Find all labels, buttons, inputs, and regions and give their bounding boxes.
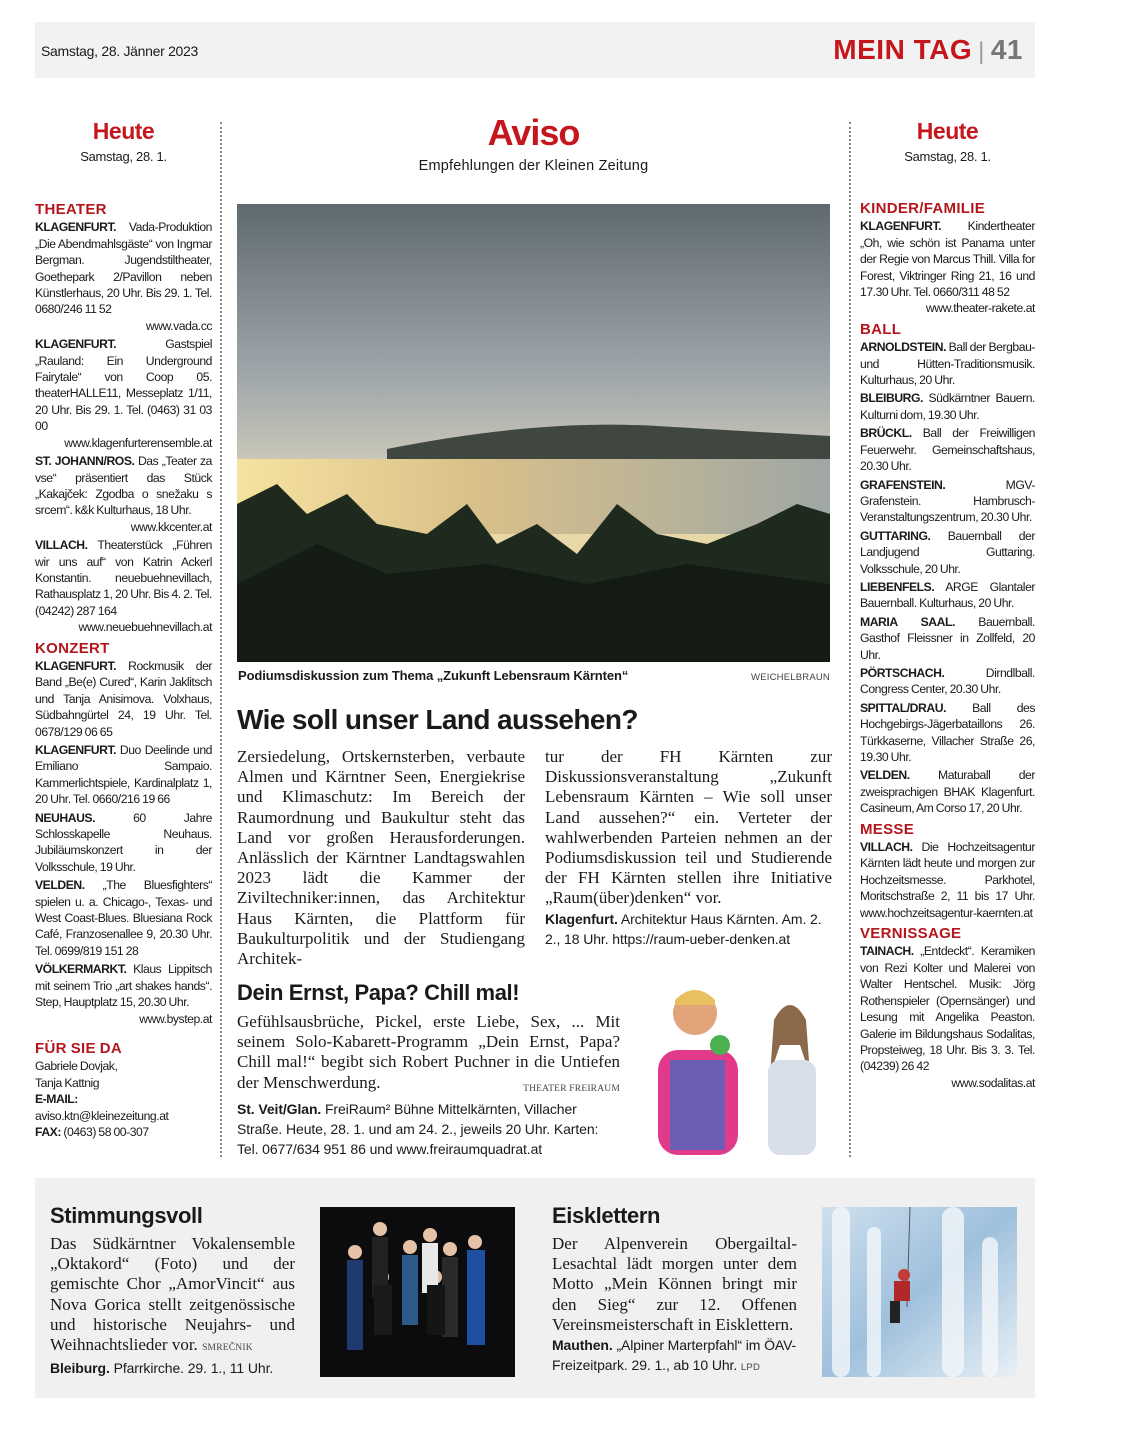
info-text: Pfarrkirche. 29. 1., 11 Uhr. [113,1360,274,1377]
listing-text: Duo Deelinde und Emiliano Sampaio. Kammerlichtspiele, Kardinalplatz 1, 20 Uhr. Tel. 0660/216 19 66 [35,743,213,807]
kabarett-text [237,1012,620,1159]
listing-place: BRÜCKL. [860,426,912,441]
listing-place: PÖRTSCHACH. [860,665,945,680]
performer-image [640,985,830,1155]
left-listings [35,202,212,1027]
listing-place: KLAGENFURT. [860,219,942,234]
listing-place: BLEIBURG. [860,391,923,406]
listing-place: NEUHAUS. [35,810,96,825]
listing-url[interactable]: www.sodalitas.at [951,1075,1035,1090]
teaser-body [50,1234,295,1358]
listing-entry [35,810,212,876]
page-header [35,22,1035,78]
listing-text: ARGE Glantaler Bauernball. Kulturhaus, 20 Uhr. [860,579,1035,611]
listing-url[interactable]: www.bystep.at [139,1011,212,1026]
listing-entry [860,528,1035,577]
info-text: Architektur Haus Kärnten. Am. 2. 2., 18 Uhr. https://raum-ueber-denken.at [545,910,822,947]
kabarett-body-text: Gefühlsausbrüche, Pickel, erste Liebe, Sex, ... Mit seinem Solo-Kabarett-Programm „Dein Ernst, Papa? Chill mal!“ begibt sich Robert Puchner in die Untiefen der Menschwerdung. [237,1012,620,1092]
listing-entry [860,700,1035,766]
listing-text: Gastspiel „Rauland: Ein Underground Fairytale“ von Coop 05. theaterHALLE11, Messeplatz 1/11, 20 Uhr. Bis 29. 1. Tel. (0463) 31 03 00 [35,337,212,434]
teaser-headline: Stimmungsvoll [50,1203,203,1228]
listing-entry [860,839,1035,921]
photo-credit: WEICHELBRAUN [751,672,830,683]
contact-title: FÜR SIE DA [35,1039,123,1057]
page-title: Aviso [487,112,580,153]
teaser-info [552,1335,797,1378]
listing-entry [860,943,1035,1091]
kabarett-headline: Dein Ernst, Papa? Chill mal! [237,980,520,1005]
listing-text: Dirndlball. Congress Center, 20.30 Uhr. [860,665,1035,697]
listing-place: LIEBENFELS. [860,579,935,594]
listing-text: Vada-Produktion „Die Abendmahlsgäste“ von Ingmar Bergman. Jugendstiltheater, Goethepark 2/Pavillon neben Künstlerhaus, 20 Uhr. Bis 29. 1. Tel. 0680/246 11 52 [35,220,212,317]
listing-text: Das „Teater za vse“ präsentiert das Stück „Kakajček: Zgodba o snežaku s srcem“. k&k Kulturhaus, 18 Uhr. [35,454,213,518]
page-number: 41 [990,34,1023,65]
fax-label: FAX: [35,1124,61,1139]
info-text: „Alpiner Marterpfahl“ im ÖAV-Freizeitpark. 29. 1., ab 10 Uhr. [552,1337,797,1374]
listing-entry [860,665,1035,698]
kabarett-body [237,1012,620,1093]
article-body-col2: tur der FH Kärnten zur Diskussionsveranstaltung „Zukunft Lebensraum Kärnten – Wie soll unser Land aussehen?“ ein. Verteter der wahlwerbenden Parteien nehmen an der Podiumsdiskussion teil und Studierende der FH Kärnten stellen ihre Initiative „Raum(über)denken“ vor. [545,747,832,908]
photo-caption: Podiumsdiskussion zum Thema „Zukunft Lebensraum Kärnten“ [238,668,629,683]
listing-entry [860,339,1035,388]
listing-text: Bauernball der Landjugend Guttaring. Volksschule, 20 Uhr. [860,528,1035,576]
listing-text: Theaterstück „Führen wir uns auf“ von Katrin Ackerl Konstantin. neuebuehnevillach, Rathausplatz 1, 20 Uhr. Bis 4. 2. Tel. (04242) 287 164 [35,538,212,618]
listing-text: Die Hochzeitsagentur Kärnten lädt heute und morgen zur Hochzeitsmesse. Parkhotel, Moritschstraße 2, 11 bis 17 Uhr. www.hochzeitsagentur-kaernten.at [860,840,1035,920]
listing-entry [35,877,212,959]
listing-entry [35,537,212,635]
teaser-info [50,1358,295,1378]
column-divider [849,122,851,1157]
listing-place: VÖLKERMARKT. [35,962,127,977]
info-place: Mauthen. [552,1337,613,1354]
column-title: Heute [92,118,155,144]
listing-text: Rockmusik der Band „Be(e) Cured“, Karin Jaklitsch und Tanja Anisimova. Volxhaus, Südbahngürtel 24, 19 Uhr. Tel. 0678/129 06 65 [35,658,213,739]
category-heading: MESSE [860,820,915,838]
listing-text: 60 Jahre Schlosskapelle Neuhaus. Jubiläumskonzert in der Volksschule, 19 Uhr. [35,810,212,874]
listing-place: KLAGENFURT. [35,743,117,757]
kabarett-info [237,1099,620,1159]
listing-entry [860,390,1035,423]
listing-url[interactable]: www.theater-rakete.at [925,301,1035,316]
right-listings [860,196,1035,1093]
listing-entry [35,336,212,451]
choir-image [320,1207,515,1377]
category-heading: VERNISSAGE [860,925,962,943]
listing-text: Klaus Lippitsch mit seinem Trio „art shakes hands“. Step, Hauptplatz 15, 20.30 Uhr. [35,962,212,1010]
listing-place: KLAGENFURT. [35,658,117,673]
listing-entry [860,614,1035,663]
listing-place: VELDEN. [35,878,85,893]
article-body-col1: Zersiedelung, Ortskernsterben, verbaute Almen und Kärntner Seen, Energiekrise und Klimaschutz: Im Bereich der Raumordnung und Baukultur steht das Land vor großen Herausforderungen. Anlässlich der Kärntner Landtagswahlen 2023 lädt die Kammer der Ziviltechniker:innen, das Architektur Haus Kärnten, die Plattform für Baukulturpolitik und der Studiengang Architek- [237,747,525,969]
issue-date: Samstag, 28. Jänner 2023 [41,43,199,59]
listing-place: MARIA SAAL. [860,614,955,629]
category-heading: BALL [860,320,902,338]
listing-place: ST. JOHANN/ROS. [35,454,135,469]
listing-entry [860,425,1035,474]
teaser-right-text [552,1234,797,1378]
teaser-credit: SMREČNIK [202,1343,253,1354]
listing-entry [860,218,1035,316]
listing-url[interactable]: www.vada.cc [145,318,212,333]
ice-wall-image [822,1207,1017,1377]
column-title: Heute [916,118,979,144]
contact-fax: (0463) 58 00-307 [63,1124,149,1139]
info-place: Bleiburg. [50,1360,110,1377]
listing-entry [35,219,212,334]
listing-url[interactable]: www.kkcenter.at [130,519,212,534]
page-subtitle: Empfehlungen der Kleinen Zeitung [418,158,649,174]
info-place: Klagenfurt. [545,910,618,927]
column-date: Samstag, 28. 1. [904,149,991,164]
listing-place: VILLACH. [860,840,913,855]
main-photo [237,204,830,662]
divider: | [978,38,985,65]
right-column-head [860,118,1035,164]
listing-place: KLAGENFURT. [35,337,117,352]
listing-entry [35,658,212,740]
listing-place: TAINACH. [860,944,914,959]
listing-place: VELDEN. [860,768,910,783]
listing-place: SPITTAL/DRAU. [860,700,947,715]
listing-place: GUTTARING. [860,528,931,543]
listing-entry [860,477,1035,526]
listing-entry [35,453,212,535]
info-place: St. Veit/Glan. [237,1100,322,1117]
listing-place: KLAGENFURT. [35,220,117,235]
article-col2 [545,747,832,949]
teaser-body-text: Das Südkärntner Vokalensemble „Oktakord“ (Foto) und der gemischte Chor „AmorVincit“ aus Nova Gorica stellt zeitgenössische und historische Neujahrs- und Weihnachtslieder vor. [50,1234,295,1355]
listing-entry [860,579,1035,612]
category-heading: KINDER/FAMILIE [860,200,986,217]
listing-text: MGV-Grafenstein. Hambrusch-Veranstaltungszentrum, 20.30 Uhr. [860,477,1035,525]
aviso-head [237,112,830,174]
contact-names: Gabriele Dovjak, Tanja Kattnig [35,1059,118,1090]
listing-entry [35,742,212,808]
listing-place: ARNOLDSTEIN. [860,340,947,355]
email-label: E-MAIL: [35,1092,78,1107]
listing-url[interactable]: www.klagenfurterensemble.at [64,435,212,450]
listing-url[interactable]: www.neuebuehnevillach.at [78,620,212,635]
listing-text: Ball des Hochgebirgs-Jägerbataillons 26. Türkkaserne, Villacher Straße 26, 19.30 Uhr. [860,700,1035,764]
article-headline: Wie soll unser Land aussehen? [237,704,638,735]
listing-text: „The Bluesfighters“ spielen u. a. Chicago-, Texas- und West Coast-Blues. Bluesiana Rock Café, Franzosenallee 9, 20.30 Uhr. Tel. 0699/819 151 28 [35,878,212,958]
listing-text: Ball der Freiwilligen Feuerwehr. Gemeinschaftshaus, 20.30 Uhr. [860,426,1035,474]
contact-email[interactable]: aviso.ktn@kleinezeitung.at [35,1108,169,1123]
teaser-headline: Eisklettern [552,1203,661,1228]
teaser-left-text [50,1234,295,1378]
listing-text: Kindertheater „Oh, wie schön ist Panama unter der Regie von Marcus Thill. Villa for Forest, Viktringer Ring 21, 16 und 17.30 Uhr. Tel. 0660/311 48 52 [860,219,1035,300]
listing-text: Südkärntner Bauern. Kulturni dom, 19.30 Uhr. [860,391,1035,422]
listing-text: „Entdeckt“. Keramiken von Rezi Kolter und Malerei von Walter Hentschel. Musik: Jörg Rothenspieler (Opernsänger) und Lesung mit Angelika Peaston. Galerie im Bildungshaus Sodalitas, Propsteiweg, 18 Uhr. Bis 3. 3. Tel. (04239) 26 42 [860,944,1035,1074]
listing-place: VILLACH. [35,538,88,553]
article-info [545,909,832,949]
listing-text: Ball der Bergbau- und Hütten-Traditionsmusik. Kulturhaus, 20 Uhr. [860,340,1036,388]
listing-entry [35,961,212,1027]
listing-text: Bauernball. Gasthof Fleissner in Zollfeld, 20 Uhr. [860,614,1035,662]
info-text: FreiRaum² Bühne Mittelkärnten, Villacher Straße. Heute, 28. 1. und am 24. 2., jeweils 20 Uhr. Karten: Tel. 0677/634 951 86 und www.freiraumquadrat.at [237,1100,599,1157]
kabarett-credit: THEATER FREIRAUM [523,1083,620,1094]
left-column-head [35,118,212,164]
listing-place: GRAFENSTEIN. [860,477,946,492]
category-heading: THEATER [35,201,107,218]
choir-photo [320,1207,515,1377]
section-name: MEIN TAG [833,34,973,65]
column-divider [220,122,222,1157]
left-column [35,197,212,1140]
listing-entry [860,767,1035,816]
kabarett-photo [640,985,830,1155]
column-date: Samstag, 28. 1. [80,149,167,164]
ice-climbing-photo [822,1207,1017,1377]
teaser-body: Der Alpenverein Obergailtal-Lesachtal lädt morgen unter dem Motto „Mein Können bringt mir den Sieg“ zur 12. Offenen Vereinsmeisterschaft in Eisklettern. [552,1234,797,1334]
lake-landscape-image [237,204,830,662]
contact-box [35,1041,212,1140]
teaser-credit: LPD [740,1362,761,1374]
category-heading: KONZERT [35,639,110,657]
listing-text: Maturaball der zweisprachigen BHAK Klagenfurt. Casineum, Am Corso 17, 20 Uhr. [860,768,1035,816]
section-title [833,34,1023,66]
